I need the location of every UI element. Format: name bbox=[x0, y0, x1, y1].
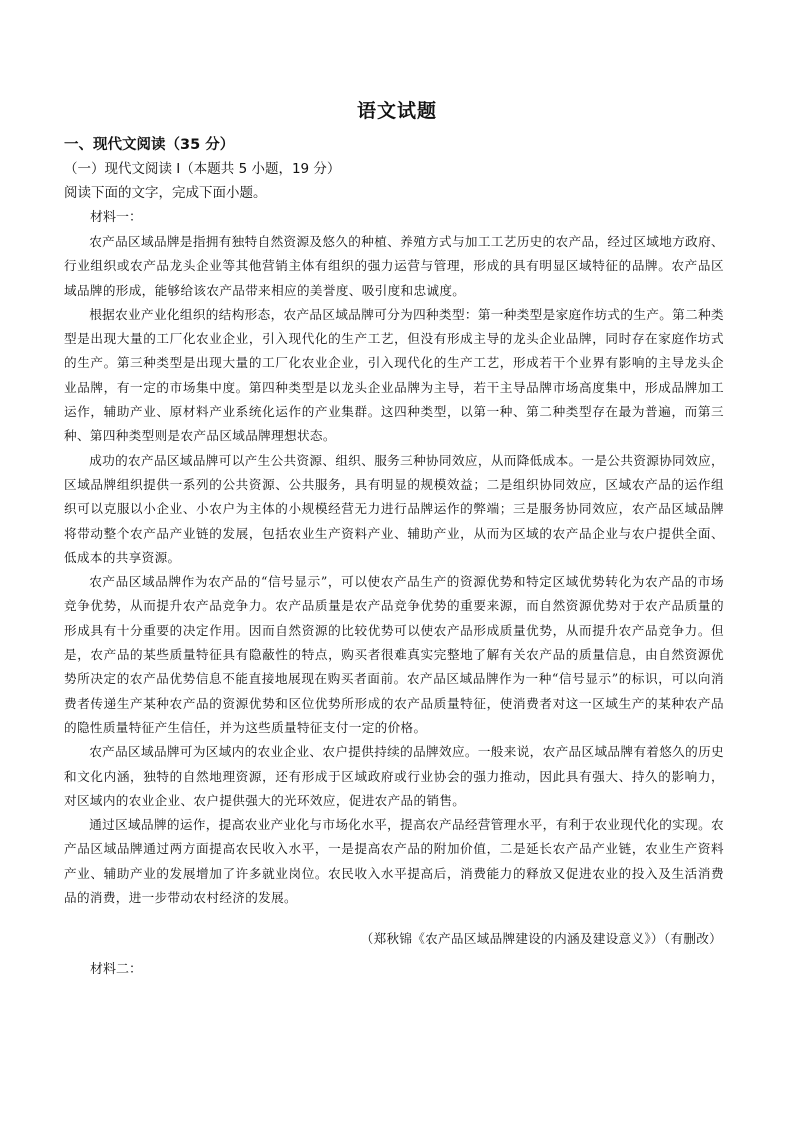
material-two-label: 材料二： bbox=[90, 962, 143, 977]
paragraph: 根据农业产业化组织的结构形态，农产品区域品牌可分为四种类型：第一种类型是家庭作坊式的生产。第二种类型是出现大量的工厂化农业企业，引入现代化的生产工艺，但没有形成主导的龙头企业品牌，同时存在家庭作坊式的生产。第三种类型是出现大量的工厂化农业企业，引入现代化的生产工艺，形成若干个业界有影响的主导龙头企业品牌，有一定的市场集中度。第四种类型是以龙头企业品牌为主导，若干主导品牌市场高度集中，形成品牌加工运作，辅助产业、原材料产业系统化运作的产业集群。这四种类型，以第一种、第二种类型存在最为普遍，而第三种、第四种类型则是农产品区域品牌理想状态。 bbox=[64, 306, 724, 444]
paragraph: 农产品区域品牌作为农产品的“信号显示”，可以使农产品生产的资源优势和特定区域优势转化为农产品的市场竞争优势，从而提升农产品竞争力。农产品质量是农产品竞争优势的重要来源，而自然资源优势对于农产品质量的形成具有十分重要的决定作用。因而自然资源的比较优势可以使农产品形成质量优势，从而提升农产品竞争力。但是，农产品的某些质量特征具有隐蔽性的特点，购买者很难真实完整地了解有关农产品的质量信息，由自然资源优势所决定的农产品优势信息不能直接地展现在购买者面前。农产品区域品牌作为一种“信号显示”的标识，可以向消费者传递生产某种农产品的资源优势和区位优势所形成的农产品质量特征，使消费者对这一区域生产的某种农产品的隐性质量特征产生信任，并为这些质量特征支付一定的价格。 bbox=[64, 574, 724, 735]
material-one-body bbox=[64, 230, 724, 910]
reading-instruction: 阅读下面的文字，完成下面小题。 bbox=[64, 185, 267, 201]
section-heading: 一、现代文阅读（35 分） bbox=[64, 137, 235, 153]
paragraph: 农产品区域品牌是指拥有独特自然资源及悠久的种植、养殖方式与加工工艺历史的农产品，经过区域地方政府、行业组织或农产品龙头企业等其他营销主体有组织的强力运营与管理，形成的具有明显区域特征的品牌。农产品区域品牌的形成，能够给该农产品带来相应的美誉度、吸引度和忠诚度。 bbox=[64, 234, 724, 298]
paragraph: 成功的农产品区域品牌可以产生公共资源、组织、服务三种协同效应，从而降低成本。一是公共资源协同效应，区域品牌组织提供一系列的公共资源、公共服务，具有明显的规模效益；二是组织协同效应，区域农产品的运作组织可以克服以小企业、小农户为主体的小规模经营无力进行品牌运作的弊端；三是服务协同效应，农产品区域品牌将带动整个农产品产业链的发展，包括农业生产资料产业、辅助产业，从而为区域的农产品企业与农户提供全面、低成本的共享资源。 bbox=[64, 452, 724, 565]
source-citation: （郑秋锦《农产品区域品牌建设的内涵及建设意义》）（有删改） bbox=[360, 931, 722, 946]
paragraph: 通过区域品牌的运作，提高农业产业化与市场化水平，提高农产品经营管理水平，有利于农业现代化的实现。农产品区域品牌通过两方面提高农民收入水平，一是提高农产品的附加价值，二是延长农产品产业链，农业生产资料产业、辅助产业的发展增加了许多就业岗位。农民收入水平提高后，消费能力的释放又促进农业的投入及生活消费品的消费，进一步带动农村经济的发展。 bbox=[64, 817, 724, 906]
subsection-heading: （一）现代文阅读 I（本题共 5 小题，19 分） bbox=[64, 161, 341, 177]
paragraph: 农产品区域品牌可为区域内的农业企业、农户提供持续的品牌效应。一般来说，农产品区域品牌有着悠久的历史和文化内涵，独特的自然地理资源，还有形成于区域政府或行业协会的强力推动，因此具有强大、持久的影响力，对区域内的农业企业、农户提供强大的光环效应，促进农产品的销售。 bbox=[64, 744, 724, 808]
page-title: 语文试题 bbox=[356, 100, 437, 122]
material-one-label: 材料一： bbox=[90, 210, 143, 225]
